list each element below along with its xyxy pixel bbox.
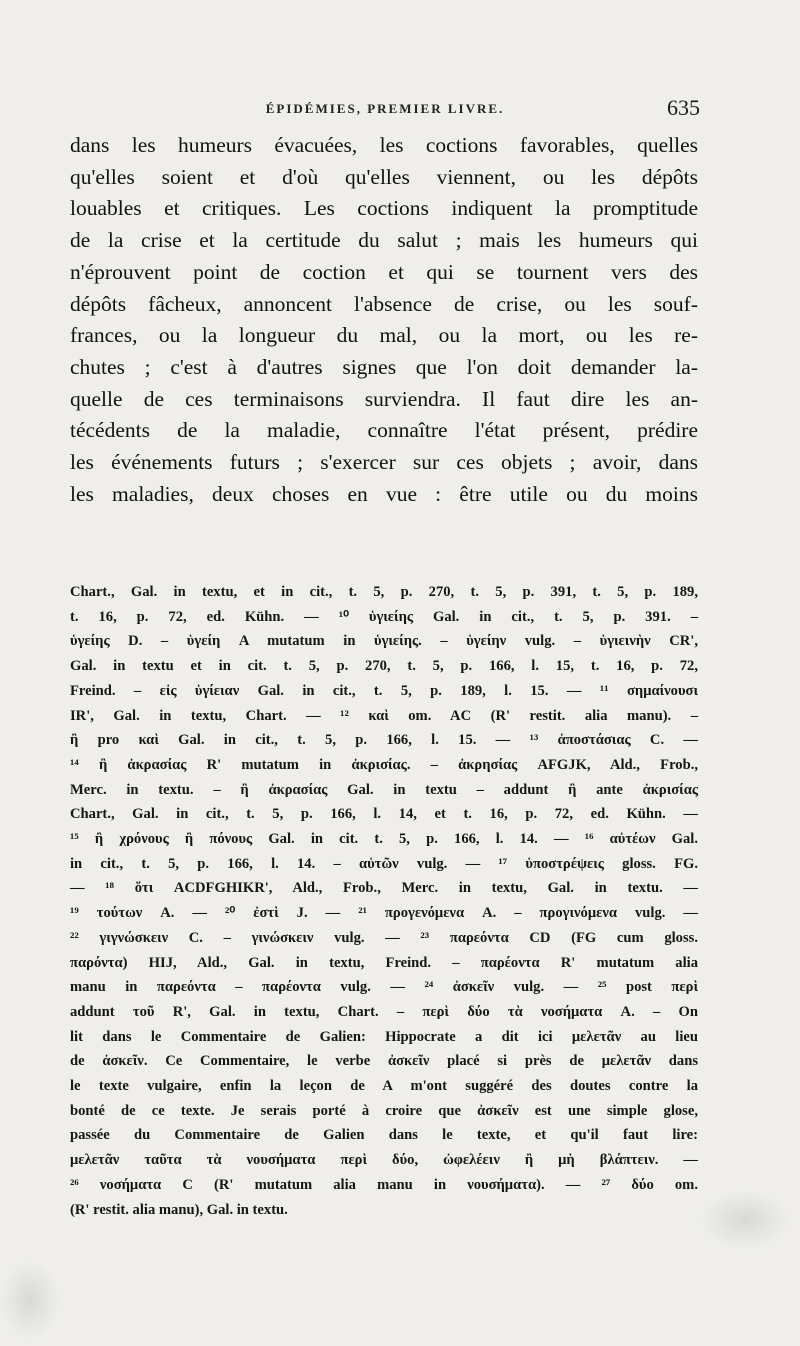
footnote-line: Chart., Gal. in cit., t. 5, p. 166, l. 14, et t. 16, p. 72, ed. Kühn. — — [70, 806, 698, 823]
text-line: qu'elles soient et d'où qu'elles viennent, ou les dépôts — [70, 164, 698, 189]
footnote-line: παρόντα) HIJ, Ald., Gal. in textu, Freind. – παρέοντα R' mutatum alia — [70, 954, 698, 971]
text-line: técédents de la maladie, connaître l'état présent, prédire — [70, 418, 698, 443]
page-number: 635 — [667, 95, 700, 120]
text-line: les événements futurs ; s'exercer sur ces objets ; avoir, dans — [70, 450, 698, 475]
footnote-line: passée du Commentaire de Galien dans le texte, et qu'il faut lire: — [70, 1127, 698, 1144]
text-line: de la crise et la certitude du salut ; mais les humeurs qui — [70, 228, 698, 253]
footnotes — [70, 580, 698, 1222]
footnote-line: lit dans le Commentaire de Galien: Hippocrate a dit ici μελετᾶν au lieu — [70, 1028, 698, 1045]
footnote-line: t. 16, p. 72, ed. Kühn. — ¹⁰ ὑγιείης Gal. in cit., t. 5, p. 391. – — [70, 608, 698, 625]
footnote-line: — ¹⁸ ὅτι ACDFGHIKR', Ald., Frob., Merc. in textu, Gal. in textu. — — [70, 880, 698, 897]
text-line: n'éprouvent point de coction et qui se tournent vers des — [70, 259, 698, 284]
footnote-line: ἢ pro καὶ Gal. in cit., t. 5, p. 166, l. 15. — ¹³ ἀποστάσιας C. — — [70, 732, 698, 749]
text-line: frances, ou la longueur du mal, ou la mort, ou les re- — [70, 323, 698, 348]
footnote-line: Chart., Gal. in textu, et in cit., t. 5, p. 270, t. 5, p. 391, t. 5, p. 189, — [70, 584, 698, 600]
text-line: chutes ; c'est à d'autres signes que l'on doit demander la- — [70, 354, 698, 379]
footnote-line: ²⁶ νοσήματα C (R' mutatum alia manu in νουσήματα). — ²⁷ δύο om. — [70, 1176, 698, 1193]
text-line: les maladies, deux choses en vue : être utile ou du moins — [70, 481, 698, 506]
footnote-line: Freind. – εἰς ὑγίειαν Gal. in cit., t. 5, p. 189, l. 15. — ¹¹ σημαίνουσι — [70, 682, 698, 699]
footnote-line: μελετᾶν ταῦτα τὰ νουσήματα περὶ δύο, ὠφελέειν ἢ μὴ βλάπτειν. — — [70, 1152, 698, 1169]
text-line: dans les humeurs évacuées, les coctions favorables, quelles — [70, 133, 698, 157]
text-line: dépôts fâcheux, annoncent l'absence de crise, ou les souf- — [70, 291, 698, 316]
footnote-line: de ἀσκεῖν. Ce Commentaire, le verbe ἀσκεῖν placé si près de μελετᾶν dans — [70, 1053, 698, 1070]
footnote-line: (R' restit. alia manu), Gal. in textu. — [70, 1201, 288, 1218]
footnote-line: Merc. in textu. – ἢ ἀκρασίας Gal. in textu – addunt ἢ ante ἀκρισίας — [70, 781, 698, 798]
text-line: quelle de ces terminaisons surviendra. Il faut dire les an- — [70, 386, 698, 411]
footnote-line: le texte vulgaire, enfin la leçon de A m'ont suggéré des doutes contre la — [70, 1078, 698, 1095]
footnote-line: IR', Gal. in textu, Chart. — ¹² καὶ om. AC (R' restit. alia manu). – — [70, 707, 698, 724]
running-head — [70, 95, 700, 125]
footnote-line: in cit., t. 5, p. 166, l. 14. – αὐτῶν vulg. — ¹⁷ ὑποστρέψεις gloss. FG. — [70, 855, 698, 872]
footnote-line: ¹⁴ ἢ ἀκρασίας R' mutatum in ἀκρισίας. – ἀκρησίας AFGJK, Ald., Frob., — [70, 756, 698, 773]
paper-stain — [700, 1190, 790, 1250]
footnote-line: ²² γιγνώσκειν C. – γινώσκειν vulg. — ²³ παρεόντα CD (FG cum gloss. — [70, 929, 698, 946]
paper-stain — [0, 1260, 60, 1340]
text-line: louables et critiques. Les coctions indiquent la promptitude — [70, 196, 698, 221]
footnote-line: manu in παρεόντα – παρέοντα vulg. — ²⁴ ἀσκεῖν vulg. — ²⁵ post περὶ — [70, 979, 698, 996]
footnote-line: Gal. in textu et in cit. t. 5, p. 270, t. 5, p. 166, l. 15, t. 16, p. 72, — [70, 658, 698, 675]
running-title: ÉPIDÉMIES, PREMIER LIVRE. — [265, 101, 505, 116]
footnote-line: ὑγείης D. – ὑγείη A mutatum in ὑγιείης. – ὑγείην vulg. – ὑγιεινὴν CR', — [70, 633, 698, 650]
footnote-line: ¹⁵ ἢ χρόνους ἢ πόνους Gal. in cit. t. 5, p. 166, l. 14. — ¹⁶ αὐτέων Gal. — [70, 831, 698, 848]
main-text — [70, 130, 698, 510]
footnote-line: ¹⁹ τούτων A. — ²⁰ ἐστὶ J. — ²¹ προγενόμενα A. – προγινόμενα vulg. — — [70, 905, 698, 922]
footnote-line: bonté de ce texte. Je serais porté à croire que ἀσκεῖν est une simple glose, — [70, 1102, 698, 1119]
footnote-line: addunt τοῦ R', Gal. in textu, Chart. – περὶ δύο τὰ νοσήματα A. – On — [70, 1003, 698, 1020]
